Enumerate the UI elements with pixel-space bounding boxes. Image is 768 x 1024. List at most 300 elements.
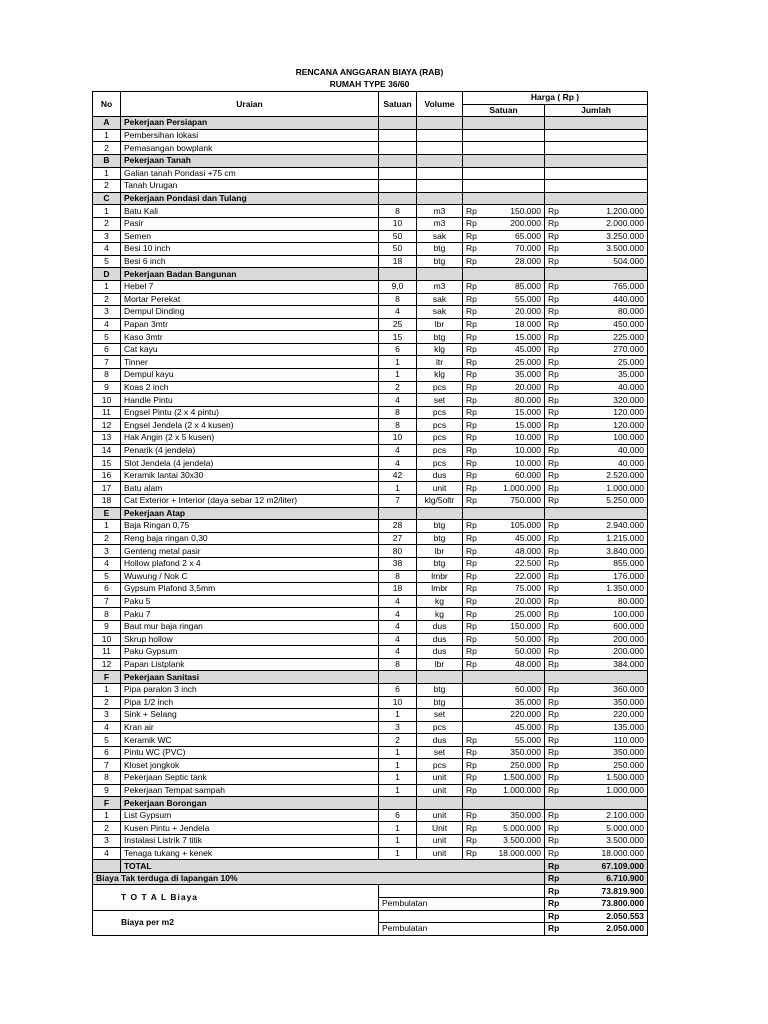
item-jumlah <box>545 620 648 633</box>
section-empty-cell <box>379 507 417 520</box>
item-unit: btg <box>417 243 463 256</box>
item-jumlah <box>545 835 648 848</box>
item-unit: lbr <box>417 658 463 671</box>
table-row <box>93 381 648 394</box>
item-harga-value: 48.000 <box>515 545 541 556</box>
item-jumlah-rp: Rp <box>548 621 559 632</box>
item-harga-value: 85.000 <box>515 281 541 292</box>
item-jumlah <box>545 419 648 432</box>
section-empty-cell <box>463 671 545 684</box>
table-row <box>93 255 648 268</box>
item-harga-value: 200.000 <box>510 218 541 229</box>
item-no: 2 <box>93 532 121 545</box>
item-jumlah-rp: Rp <box>548 772 559 783</box>
item-harga-value: 250.000 <box>510 759 541 770</box>
item-jumlah <box>545 444 648 457</box>
item-uraian: Cat kayu <box>121 343 379 356</box>
per-m2-value: 2.050.553 <box>606 910 645 921</box>
item-unit: klg/5oltr <box>417 495 463 508</box>
item-jumlah-rp: Rp <box>548 218 559 229</box>
item-jumlah-value: 2.520.000 <box>606 470 645 481</box>
item-volume-qty: 50 <box>379 243 417 256</box>
item-jumlah-value: 450.000 <box>613 318 645 329</box>
item-volume-qty: 8 <box>379 570 417 583</box>
item-jumlah-rp: Rp <box>548 570 559 581</box>
section-empty-cell <box>417 192 463 205</box>
item-unit: pcs <box>417 419 463 432</box>
per-m2-pembulatan-value-cell <box>545 923 648 936</box>
item-no: 6 <box>93 583 121 596</box>
item-jumlah <box>545 746 648 759</box>
item-uraian: Pipa paralon 3 inch <box>121 683 379 696</box>
section-empty-cell <box>379 192 417 205</box>
item-jumlah-rp: Rp <box>548 205 559 216</box>
item-harga <box>463 419 545 432</box>
table-row <box>93 532 648 545</box>
table-row <box>93 243 648 256</box>
item-unit: pcs <box>417 381 463 394</box>
per-m2-rp: Rp <box>548 910 560 921</box>
item-harga <box>463 469 545 482</box>
item-no: 17 <box>93 482 121 495</box>
item-harga <box>463 809 545 822</box>
item-uraian: Dempul kayu <box>121 369 379 382</box>
table-row <box>93 180 648 193</box>
item-jumlah <box>545 394 648 407</box>
per-m2-value-cell <box>545 910 648 923</box>
header-volume: Volume <box>417 92 463 117</box>
item-jumlah-value: 765.000 <box>613 281 645 292</box>
item-jumlah-rp: Rp <box>548 847 559 858</box>
item-jumlah-value: 40.000 <box>618 381 645 392</box>
item-jumlah <box>545 167 648 180</box>
section-letter: F <box>93 797 121 810</box>
item-jumlah <box>545 331 648 344</box>
item-harga-value: 15.000 <box>515 407 541 418</box>
item-jumlah-rp: Rp <box>548 306 559 317</box>
item-harga <box>463 331 545 344</box>
item-jumlah-rp: Rp <box>548 608 559 619</box>
item-no: 2 <box>93 142 121 155</box>
item-unit: btg <box>417 696 463 709</box>
item-jumlah-rp: Rp <box>548 721 559 732</box>
item-jumlah <box>545 306 648 319</box>
item-no: 6 <box>93 343 121 356</box>
item-uraian: Genteng metal pasir <box>121 545 379 558</box>
table-row <box>93 280 648 293</box>
item-unit: pcs <box>417 444 463 457</box>
section-row <box>93 192 648 205</box>
section-letter: C <box>93 192 121 205</box>
item-jumlah-value: 225.000 <box>613 331 645 342</box>
item-harga-rp: Rp <box>466 759 477 770</box>
section-empty-cell <box>463 192 545 205</box>
item-volume-qty: 27 <box>379 532 417 545</box>
section-empty-cell <box>379 268 417 281</box>
header-no: No <box>93 92 121 117</box>
item-jumlah <box>545 293 648 306</box>
item-harga-rp: Rp <box>466 218 477 229</box>
item-jumlah-value: 384.000 <box>613 659 645 670</box>
item-jumlah-value: 270.000 <box>613 344 645 355</box>
item-no: 5 <box>93 255 121 268</box>
item-unit: pcs <box>417 721 463 734</box>
item-volume-qty: 8 <box>379 293 417 306</box>
item-no: 5 <box>93 734 121 747</box>
item-volume-qty: 8 <box>379 406 417 419</box>
item-uraian: Kran air <box>121 721 379 734</box>
item-jumlah <box>545 532 648 545</box>
item-jumlah-value: 2.100.000 <box>606 810 645 821</box>
item-jumlah-value: 110.000 <box>613 734 645 745</box>
table-row <box>93 746 648 759</box>
item-harga-rp: Rp <box>466 381 477 392</box>
item-jumlah-rp: Rp <box>548 835 559 846</box>
section-row <box>93 507 648 520</box>
item-jumlah <box>545 734 648 747</box>
table-row <box>93 343 648 356</box>
item-jumlah <box>545 570 648 583</box>
item-no: 4 <box>93 847 121 860</box>
item-jumlah-value: 1.500.000 <box>606 772 645 783</box>
section-letter: D <box>93 268 121 281</box>
item-jumlah-rp: Rp <box>548 381 559 392</box>
item-volume-qty: 9,0 <box>379 280 417 293</box>
item-unit: btg <box>417 557 463 570</box>
item-harga-value: 10.000 <box>515 457 541 468</box>
item-jumlah-rp: Rp <box>548 369 559 380</box>
item-harga-rp: Rp <box>466 847 477 858</box>
item-uraian: Cat Exterior + Interior (daya sebar 12 m2/liter) <box>121 495 379 508</box>
item-jumlah <box>545 432 648 445</box>
table-row <box>93 847 648 860</box>
section-empty-cell <box>545 268 648 281</box>
item-volume-qty: 8 <box>379 419 417 432</box>
item-harga-rp: Rp <box>466 331 477 342</box>
item-harga-rp: Rp <box>466 293 477 304</box>
item-unit: unit <box>417 784 463 797</box>
total-value-cell <box>545 860 648 873</box>
item-harga-value: 25.000 <box>515 608 541 619</box>
item-unit <box>417 167 463 180</box>
section-empty-cell <box>545 671 648 684</box>
table-row <box>93 394 648 407</box>
item-jumlah-value: 1.215.000 <box>606 533 645 544</box>
item-unit: sak <box>417 306 463 319</box>
item-harga <box>463 255 545 268</box>
section-title: Pekerjaan Borongan <box>121 797 379 810</box>
item-unit: Unit <box>417 822 463 835</box>
item-jumlah <box>545 721 648 734</box>
item-harga-value: 48.000 <box>515 659 541 670</box>
item-harga <box>463 243 545 256</box>
item-jumlah-rp: Rp <box>548 243 559 254</box>
item-harga <box>463 306 545 319</box>
table-row <box>93 608 648 621</box>
item-jumlah-value: 200.000 <box>613 646 645 657</box>
table-row <box>93 129 648 142</box>
section-row <box>93 671 648 684</box>
item-no: 7 <box>93 356 121 369</box>
item-volume-qty: 1 <box>379 784 417 797</box>
item-harga <box>463 167 545 180</box>
table-row <box>93 545 648 558</box>
item-harga <box>463 595 545 608</box>
item-jumlah-value: 1.000.000 <box>606 482 645 493</box>
item-harga-value: 3.500.000 <box>503 835 541 846</box>
item-no: 12 <box>93 658 121 671</box>
item-harga-rp: Rp <box>466 457 477 468</box>
item-harga-rp: Rp <box>466 356 477 367</box>
item-uraian: Baut mur baja ringan <box>121 620 379 633</box>
section-empty-cell <box>417 154 463 167</box>
item-uraian: Besi 10 inch <box>121 243 379 256</box>
item-jumlah-value: 440.000 <box>613 293 645 304</box>
item-jumlah-rp: Rp <box>548 747 559 758</box>
item-harga-rp: Rp <box>466 596 477 607</box>
item-harga-rp: Rp <box>466 306 477 317</box>
item-unit: lmbr <box>417 570 463 583</box>
item-no: 1 <box>93 520 121 533</box>
section-empty-cell <box>379 117 417 130</box>
item-harga-value: 10.000 <box>515 444 541 455</box>
item-harga-value: 18.000 <box>515 318 541 329</box>
section-empty-cell <box>545 117 648 130</box>
item-jumlah-rp: Rp <box>548 356 559 367</box>
item-harga-value: 60.000 <box>515 470 541 481</box>
item-unit: unit <box>417 809 463 822</box>
item-volume-qty: 8 <box>379 658 417 671</box>
item-harga <box>463 432 545 445</box>
table-row <box>93 583 648 596</box>
item-unit: unit <box>417 847 463 860</box>
item-uraian: Engsel Pintu (2 x 4 pintu) <box>121 406 379 419</box>
item-no: 2 <box>93 696 121 709</box>
total-rp: Rp <box>548 860 560 871</box>
item-harga <box>463 557 545 570</box>
item-harga-rp: Rp <box>466 810 477 821</box>
item-jumlah-rp: Rp <box>548 495 559 506</box>
table-row <box>93 444 648 457</box>
item-volume-qty <box>379 129 417 142</box>
item-no: 16 <box>93 469 121 482</box>
item-jumlah-rp: Rp <box>548 457 559 468</box>
section-empty-cell <box>417 268 463 281</box>
item-uraian: Dempul Dinding <box>121 306 379 319</box>
item-volume-qty: 1 <box>379 709 417 722</box>
item-harga-rp: Rp <box>466 256 477 267</box>
table-row <box>93 557 648 570</box>
table-row <box>93 570 648 583</box>
item-jumlah <box>545 633 648 646</box>
section-empty-cell <box>417 797 463 810</box>
item-no: 11 <box>93 646 121 659</box>
item-harga-value: 50.000 <box>515 646 541 657</box>
section-empty-cell <box>417 507 463 520</box>
item-volume-qty: 1 <box>379 835 417 848</box>
item-harga <box>463 847 545 860</box>
item-volume-qty: 1 <box>379 759 417 772</box>
item-harga <box>463 646 545 659</box>
item-harga <box>463 444 545 457</box>
item-jumlah-value: 1.200.000 <box>606 205 645 216</box>
item-jumlah-value: 80.000 <box>618 306 645 317</box>
item-harga <box>463 784 545 797</box>
item-jumlah <box>545 457 648 470</box>
item-harga-value: 35.000 <box>515 696 541 707</box>
item-jumlah-rp: Rp <box>548 759 559 770</box>
item-harga-value: 1.500.000 <box>503 772 541 783</box>
item-uraian: Koas 2 inch <box>121 381 379 394</box>
item-harga-value: 35.000 <box>515 369 541 380</box>
item-jumlah-value: 40.000 <box>618 444 645 455</box>
item-jumlah <box>545 683 648 696</box>
table-row <box>93 406 648 419</box>
item-harga-value: 22.500 <box>515 558 541 569</box>
item-uraian: Besi 6 inch <box>121 255 379 268</box>
section-empty-cell <box>379 671 417 684</box>
section-empty-cell <box>379 154 417 167</box>
item-volume-qty: 1 <box>379 482 417 495</box>
item-harga <box>463 318 545 331</box>
tak-terduga-value-cell <box>545 872 648 885</box>
header-satuan: Satuan <box>379 92 417 117</box>
item-harga-rp: Rp <box>466 318 477 329</box>
section-letter: A <box>93 117 121 130</box>
item-uraian: Wuwung / Nok C <box>121 570 379 583</box>
item-harga-value: 45.000 <box>515 533 541 544</box>
item-uraian: Hak Angin (2 x 5 kusen) <box>121 432 379 445</box>
item-unit: m3 <box>417 280 463 293</box>
item-unit: sak <box>417 293 463 306</box>
item-harga <box>463 658 545 671</box>
item-harga <box>463 532 545 545</box>
section-empty-cell <box>463 154 545 167</box>
item-harga-rp: Rp <box>466 734 477 745</box>
section-title: Pekerjaan Badan Bangunan <box>121 268 379 281</box>
table-row <box>93 709 648 722</box>
item-harga-value: 75.000 <box>515 583 541 594</box>
item-jumlah-value: 350.000 <box>613 747 645 758</box>
item-harga <box>463 180 545 193</box>
item-jumlah <box>545 217 648 230</box>
item-harga <box>463 482 545 495</box>
table-row <box>93 419 648 432</box>
item-jumlah <box>545 595 648 608</box>
item-no: 9 <box>93 784 121 797</box>
item-no: 9 <box>93 381 121 394</box>
item-harga <box>463 520 545 533</box>
table-row <box>93 646 648 659</box>
item-no: 4 <box>93 557 121 570</box>
table-row <box>93 356 648 369</box>
item-unit: btg <box>417 255 463 268</box>
section-empty-cell <box>463 797 545 810</box>
section-empty-cell <box>545 507 648 520</box>
item-jumlah-value: 100.000 <box>613 608 645 619</box>
item-no: 1 <box>93 167 121 180</box>
total-row <box>93 860 648 873</box>
item-volume-qty <box>379 142 417 155</box>
table-row <box>93 633 648 646</box>
item-volume-qty: 1 <box>379 822 417 835</box>
total-pembulatan-value: 73.800.000 <box>601 898 645 909</box>
item-harga <box>463 369 545 382</box>
item-jumlah <box>545 557 648 570</box>
item-no: 2 <box>93 217 121 230</box>
item-jumlah-rp: Rp <box>548 394 559 405</box>
item-jumlah <box>545 495 648 508</box>
item-harga-value: 350.000 <box>510 747 541 758</box>
item-jumlah <box>545 406 648 419</box>
item-harga <box>463 356 545 369</box>
table-row <box>93 306 648 319</box>
item-unit: unit <box>417 772 463 785</box>
item-unit: sak <box>417 230 463 243</box>
item-volume-qty: 1 <box>379 369 417 382</box>
item-harga-value: 1.000.000 <box>503 482 541 493</box>
item-harga <box>463 683 545 696</box>
table-header-row <box>93 92 648 105</box>
item-no: 15 <box>93 457 121 470</box>
per-m2-pembulatan-label: Pembulatan <box>379 923 545 936</box>
item-unit: dus <box>417 734 463 747</box>
item-jumlah-rp: Rp <box>548 734 559 745</box>
item-uraian: Gypsum Plafond 3,5mm <box>121 583 379 596</box>
item-uraian: Hebel 7 <box>121 280 379 293</box>
total-biaya-row <box>93 885 648 898</box>
item-uraian: Penarik (4 jendela) <box>121 444 379 457</box>
item-harga-value: 55.000 <box>515 293 541 304</box>
item-no: 8 <box>93 369 121 382</box>
item-uraian: Handle Pintu <box>121 394 379 407</box>
item-jumlah-value: 320.000 <box>613 394 645 405</box>
item-jumlah <box>545 280 648 293</box>
item-harga-rp: Rp <box>466 344 477 355</box>
item-volume-qty: 1 <box>379 772 417 785</box>
item-harga-value: 25.000 <box>515 356 541 367</box>
item-uraian: Paku 7 <box>121 608 379 621</box>
item-jumlah-value: 220.000 <box>613 709 645 720</box>
item-unit: dus <box>417 469 463 482</box>
item-volume-qty <box>379 180 417 193</box>
item-harga-rp: Rp <box>466 747 477 758</box>
header-jumlah: Jumlah <box>545 104 648 117</box>
item-jumlah-value: 2.000.000 <box>606 218 645 229</box>
item-volume-qty: 18 <box>379 255 417 268</box>
item-unit: set <box>417 746 463 759</box>
item-jumlah <box>545 180 648 193</box>
item-uraian: Sink + Selang <box>121 709 379 722</box>
item-harga-rp: Rp <box>466 533 477 544</box>
item-harga <box>463 835 545 848</box>
item-harga-value: 60.000 <box>515 684 541 695</box>
item-unit: pcs <box>417 432 463 445</box>
item-jumlah <box>545 520 648 533</box>
item-harga-rp: Rp <box>466 243 477 254</box>
item-unit: pcs <box>417 759 463 772</box>
item-jumlah-value: 35.000 <box>618 369 645 380</box>
section-empty-cell <box>463 507 545 520</box>
document-subtitle: RUMAH TYPE 36/60 <box>329 79 410 89</box>
item-unit: btg <box>417 683 463 696</box>
item-jumlah <box>545 608 648 621</box>
item-harga <box>463 734 545 747</box>
item-harga <box>463 570 545 583</box>
total-biaya-label: T O T A L Biaya <box>93 885 379 910</box>
item-no: 1 <box>93 280 121 293</box>
item-jumlah-rp: Rp <box>548 318 559 329</box>
